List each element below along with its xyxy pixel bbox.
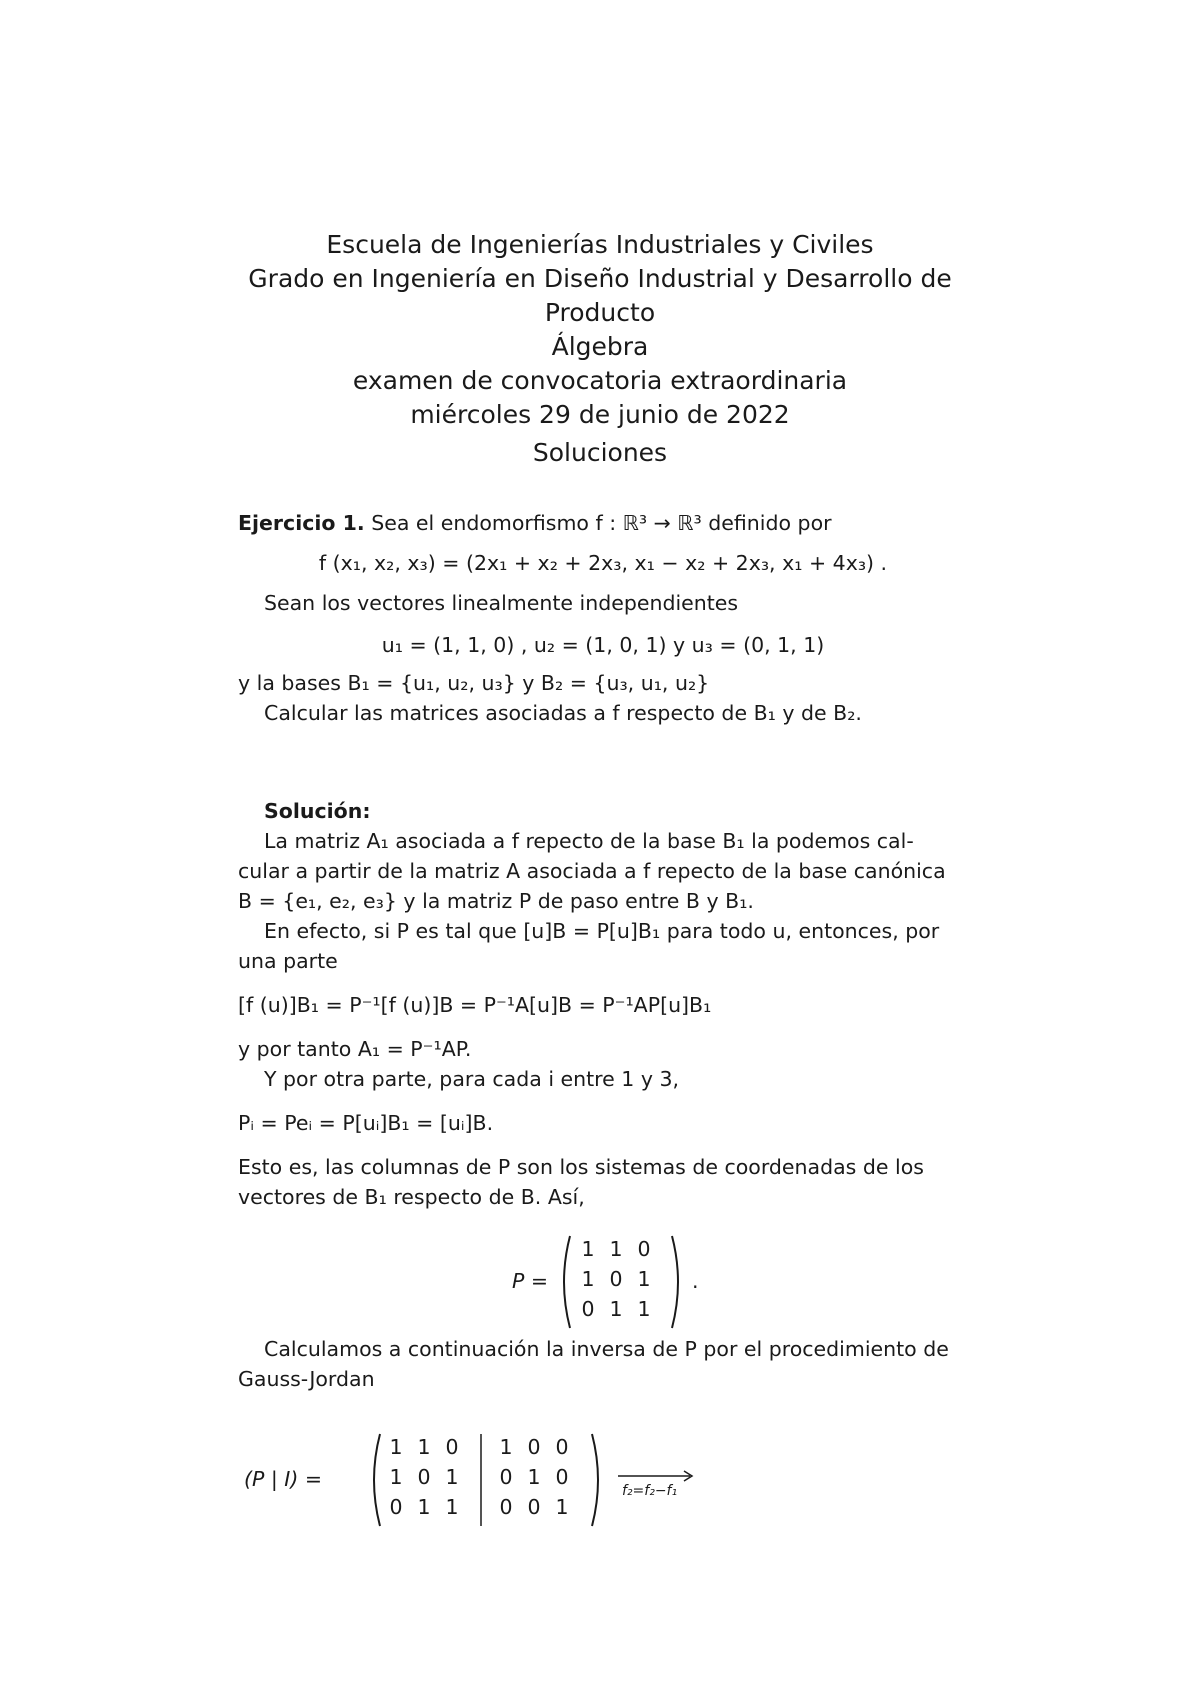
augmented-left-row: [382, 1462, 466, 1492]
matrix-p-cell: 1: [609, 1297, 623, 1321]
matrix-p-cell: 0: [581, 1297, 595, 1321]
augmented-left-row: [382, 1432, 466, 1462]
row-operation-label: f₂=f₂−f₁: [622, 1483, 678, 1499]
augmented-right-cell: 0: [527, 1495, 541, 1519]
exercise-statement: [238, 508, 968, 728]
solution-paragraph-2a: En efecto, si P es tal que [u]B = P[u]B₁ para todo u, entonces, por: [264, 919, 940, 943]
augmented-right-cell: 0: [555, 1465, 569, 1489]
augmented-left-cell: 1: [389, 1465, 403, 1489]
degree-line-2: Producto: [544, 298, 656, 327]
augmented-right-row: [492, 1432, 576, 1462]
augmented-left-cell: 0: [389, 1495, 403, 1519]
solution-paragraph-1b: cular a partir de la matriz A asociada a f repecto de la base canónica: [238, 859, 946, 883]
solutions-heading: Soluciones: [532, 438, 668, 467]
augmented-left-cell: 0: [445, 1435, 459, 1459]
function-definition: f (x₁, x₂, x₃) = (2x₁ + x₂ + 2x₃, x₁ − x₂ + 2x₃, x₁ + 4x₃) .: [318, 551, 888, 575]
exam-type: examen de convocatoria extraordinaria: [352, 366, 848, 395]
solution-paragraph-6b: Gauss-Jordan: [238, 1367, 375, 1391]
solution-paragraph-6a: Calculamos a continuación la inversa de P por el procedimiento de: [264, 1337, 949, 1361]
augmented-matrix-display: [244, 1430, 724, 1530]
solution-paragraph-2b: una parte: [238, 949, 338, 973]
augmented-left-cell: 0: [417, 1465, 431, 1489]
augmented-right-cell: 0: [499, 1495, 513, 1519]
matrix-p-period: .: [692, 1269, 699, 1293]
vectors-intro: Sean los vectores linealmente independientes: [264, 591, 739, 615]
exercise-question: Calcular las matrices asociadas a f respecto de B₁ y de B₂.: [264, 701, 862, 725]
augmented-left-cell: 1: [417, 1435, 431, 1459]
augmented-right-row: [492, 1462, 576, 1492]
matrix-p-cell: 1: [637, 1267, 651, 1291]
matrix-p-entries: [574, 1234, 658, 1324]
solution-label: Solución:: [264, 799, 371, 823]
matrix-p-cell: 1: [637, 1297, 651, 1321]
matrix-p-cell: 0: [637, 1237, 651, 1261]
matrix-p-cell: 1: [581, 1267, 595, 1291]
augmented-right-cell: 1: [499, 1435, 513, 1459]
subject-name: Álgebra: [551, 332, 649, 361]
matrix-p-row: [574, 1234, 658, 1264]
matrix-p-row: [574, 1264, 658, 1294]
solution-paragraph-1a: La matriz A₁ asociada a f repecto de la base B₁ la podemos cal-: [264, 829, 914, 853]
augmented-right-cell: 0: [555, 1435, 569, 1459]
school-name: Escuela de Ingenierías Industriales y Civiles: [326, 230, 874, 259]
exercise-intro: Sea el endomorfismo f : ℝ³ → ℝ³ definido por: [371, 511, 832, 535]
exam-date: miércoles 29 de junio de 2022: [410, 400, 790, 429]
augmented-right-cell: 1: [555, 1495, 569, 1519]
matrix-p-cell: 1: [581, 1237, 595, 1261]
augmented-left-cell: 1: [445, 1465, 459, 1489]
solution-section: [238, 796, 968, 1212]
augmented-right-entries: [492, 1432, 576, 1522]
solution-paragraph-5a: Esto es, las columnas de P son los sistemas de coordenadas de los: [238, 1155, 924, 1179]
vectors-equation: u₁ = (1, 1, 0) , u₂ = (1, 0, 1) y u₃ = (0, 1, 1): [381, 633, 825, 657]
exercise-label: Ejercicio 1.: [238, 511, 365, 535]
solution-paragraph-4: Y por otra parte, para cada i entre 1 y 3,: [264, 1067, 680, 1091]
augmented-left-cell: 1: [389, 1435, 403, 1459]
augmented-left-cell: 1: [445, 1495, 459, 1519]
augmented-right-cell: 1: [527, 1465, 541, 1489]
matrix-p-label: P =: [512, 1269, 549, 1293]
solution-paragraph-3: y por tanto A₁ = P⁻¹AP.: [238, 1037, 472, 1061]
augmented-right-cell: 0: [527, 1435, 541, 1459]
equation-change-of-basis: [f (u)]B₁ = P⁻¹[f (u)]B = P⁻¹A[u]B = P⁻¹AP[u]B₁: [238, 993, 712, 1017]
solution-paragraph-5b: vectores de B₁ respecto de B. Así,: [238, 1185, 585, 1209]
bases-definition: y la bases B₁ = {u₁, u₂, u₃} y B₂ = {u₃, u₁, u₂}: [238, 671, 710, 695]
equation-columns: Pᵢ = Peᵢ = P[uᵢ]B₁ = [uᵢ]B.: [238, 1111, 494, 1135]
augmented-right-row: [492, 1492, 576, 1522]
gauss-jordan-intro: [238, 1334, 968, 1394]
augmented-right-cell: 0: [499, 1465, 513, 1489]
document-header: [200, 228, 1000, 470]
matrix-p-cell: 1: [609, 1237, 623, 1261]
augmented-label: (P | I) =: [244, 1467, 323, 1491]
degree-line-1: Grado en Ingeniería en Diseño Industrial y Desarrollo de: [248, 264, 952, 293]
solution-paragraph-1c: B = {e₁, e₂, e₃} y la matriz P de paso entre B y B₁.: [238, 889, 754, 913]
augmented-left-cell: 1: [417, 1495, 431, 1519]
augmented-left-row: [382, 1492, 466, 1522]
matrix-p-row: [574, 1294, 658, 1324]
matrix-p-cell: 0: [609, 1267, 623, 1291]
augmented-left-entries: [382, 1432, 466, 1522]
